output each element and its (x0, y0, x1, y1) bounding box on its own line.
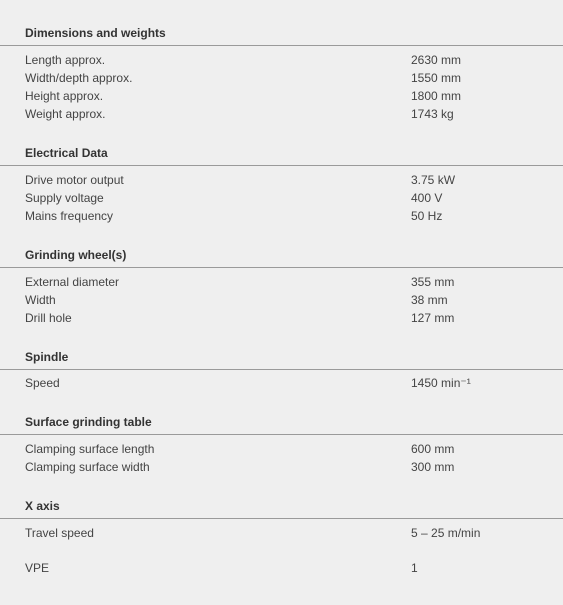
spec-row (0, 376, 563, 394)
spec-value: 1550 mm (411, 71, 462, 85)
spec-label: Clamping surface length (25, 442, 155, 456)
section-title: Spindle (25, 350, 69, 364)
spec-label: Mains frequency (25, 209, 114, 223)
section-divider (0, 434, 563, 435)
spec-label: VPE (25, 561, 50, 575)
spec-row (0, 526, 563, 544)
spec-label: Height approx. (25, 89, 104, 103)
spec-value: 1 (411, 561, 418, 575)
section-title: Electrical Data (25, 146, 108, 160)
spec-value: 600 mm (411, 442, 455, 456)
spec-label: Speed (25, 376, 60, 390)
spec-row (0, 311, 563, 329)
section-divider (0, 369, 563, 370)
spec-row (0, 53, 563, 71)
spec-label: Drive motor output (25, 173, 124, 187)
spec-value: 2630 mm (411, 53, 462, 67)
spec-row (0, 89, 563, 107)
section-divider (0, 518, 563, 519)
spec-label: Supply voltage (25, 191, 104, 205)
spec-row (0, 275, 563, 293)
spec-row (0, 107, 563, 125)
spec-row (0, 442, 563, 460)
spec-row (0, 191, 563, 209)
spec-value: 127 mm (411, 311, 455, 325)
spec-value: 1450 min⁻¹ (411, 376, 471, 390)
spec-row (0, 561, 563, 579)
spec-label: Width (25, 293, 56, 307)
spec-value: 355 mm (411, 275, 455, 289)
section-divider (0, 267, 563, 268)
spec-label: External diameter (25, 275, 120, 289)
section-divider (0, 165, 563, 166)
section-divider (0, 45, 563, 46)
spec-value: 1743 kg (411, 107, 454, 121)
spec-label: Travel speed (25, 526, 94, 540)
spec-label: Width/depth approx. (25, 71, 133, 85)
spec-value: 38 mm (411, 293, 448, 307)
spec-value: 3.75 kW (411, 173, 456, 187)
spec-value: 400 V (411, 191, 443, 205)
section-title: X axis (25, 499, 60, 513)
spec-value: 5 – 25 m/min (411, 526, 481, 540)
spec-label: Weight approx. (25, 107, 106, 121)
section-title: Surface grinding table (25, 415, 152, 429)
spec-value: 50 Hz (411, 209, 443, 223)
section-title: Grinding wheel(s) (25, 248, 127, 262)
spec-row (0, 71, 563, 89)
spec-row (0, 209, 563, 227)
spec-value: 300 mm (411, 460, 455, 474)
spec-label: Clamping surface width (25, 460, 150, 474)
section-title: Dimensions and weights (25, 26, 166, 40)
spec-label: Drill hole (25, 311, 72, 325)
spec-row (0, 460, 563, 478)
spec-row (0, 293, 563, 311)
spec-label: Length approx. (25, 53, 106, 67)
spec-row (0, 173, 563, 191)
spec-value: 1800 mm (411, 89, 462, 103)
